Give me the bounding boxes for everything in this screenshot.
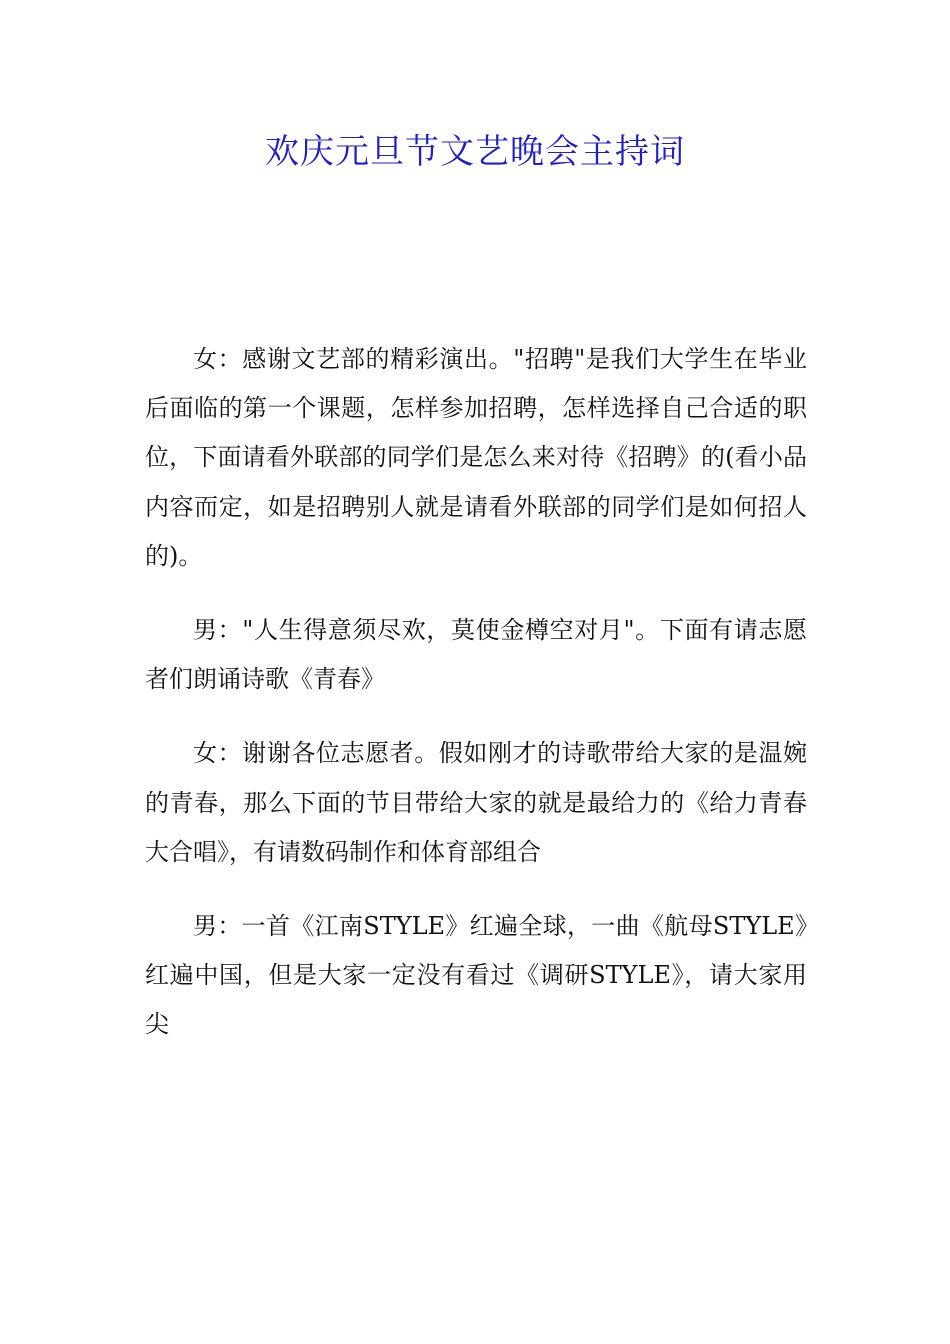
document-body	[145, 335, 807, 1075]
paragraph-3: 女：谢谢各位志愿者。假如刚才的诗歌带给大家的是温婉的青春，那么下面的节目带给大家的就是最给力的《给力青春大合唱》，有请数码制作和体育部组合	[145, 739, 807, 866]
paragraph-1: 女：感谢文艺部的精彩演出。"招聘"是我们大学生在毕业后面临的第一个课题，怎样参加招聘，怎样选择自己合适的职位，下面请看外联部的同学们是怎么来对待《招聘》的(看小品内容而定，如是招聘别人就是请看外联部的同学们是如何招人的)。	[145, 345, 807, 570]
paragraph-2: 男："人生得意须尽欢，莫使金樽空对月"。下面有请志愿者们朗诵诗歌《青春》	[145, 616, 807, 694]
document-title: 欢庆元旦节文艺晚会主持词	[265, 132, 685, 172]
paragraph-4: 男：一首《江南STYLE》红遍全球，一曲《航母STYLE》红遍中国，但是大家一定没有看过《调研STYLE》，请大家用尖	[145, 912, 807, 1039]
